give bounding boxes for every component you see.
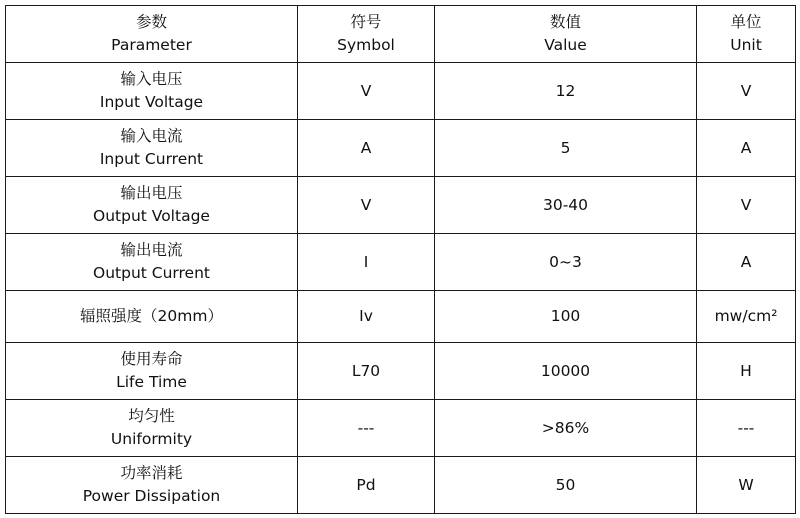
header-symbol [298,6,435,63]
unit-cell: --- [697,400,796,457]
param-cn: 功率消耗 [120,464,183,482]
header-unit-en: Unit [730,36,762,54]
param-cell [6,291,298,343]
unit-cell: A [697,234,796,291]
table-row-output-voltage [6,177,796,234]
header-parameter [6,6,298,63]
param-cn: 输入电流 [120,127,183,145]
value-cell: 5 [435,120,697,177]
unit-cell: V [697,63,796,120]
param-en: Uniformity [110,430,193,448]
symbol-cell: --- [298,400,435,457]
param-en: Output Voltage [93,207,210,225]
table-header-row [6,6,796,63]
param-cell [6,120,298,177]
value-cell: >86% [435,400,697,457]
value-cell: 50 [435,457,697,514]
header-value-cn: 数值 [549,13,581,31]
param-cell [6,63,298,120]
unit-cell: H [697,343,796,400]
table-row-power-dissipation [6,457,796,514]
symbol-cell: V [298,63,435,120]
param-cn: 输出电压 [120,184,183,202]
value-cell: 10000 [435,343,697,400]
param-en: Power Dissipation [82,487,221,505]
param-cell [6,343,298,400]
table-row-uniformity [6,400,796,457]
value-cell: 30-40 [435,177,697,234]
unit-cell: W [697,457,796,514]
unit-cell: V [697,177,796,234]
symbol-cell: L70 [298,343,435,400]
param-cn: 辐照强度（20mm） [80,307,223,325]
param-cn: 输入电压 [120,70,183,88]
value-cell: 100 [435,291,697,343]
param-cell [6,177,298,234]
header-value-en: Value [544,36,587,54]
header-unit-cn: 单位 [730,13,762,31]
table-row-irradiance [6,291,796,343]
value-cell: 12 [435,63,697,120]
param-cn: 使用寿命 [120,350,183,368]
symbol-cell: V [298,177,435,234]
table-row-input-voltage [6,63,796,120]
header-symbol-en: Symbol [337,36,395,54]
param-cn: 输出电流 [120,241,183,259]
param-en: Input Voltage [99,93,204,111]
table-row-output-current [6,234,796,291]
header-unit [697,6,796,63]
param-en: Output Current [93,264,210,282]
param-en: Input Current [99,150,204,168]
unit-cell: mw/cm² [697,291,796,343]
param-cell [6,234,298,291]
header-value [435,6,697,63]
symbol-cell: Pd [298,457,435,514]
table-row-life-time [6,343,796,400]
unit-cell: A [697,120,796,177]
param-cn: 均匀性 [128,407,175,425]
symbol-cell: A [298,120,435,177]
value-cell: 0~3 [435,234,697,291]
parameter-table [5,5,796,514]
header-parameter-en: Parameter [111,36,192,54]
param-cell [6,457,298,514]
table-row-input-current [6,120,796,177]
header-parameter-cn: 参数 [135,13,167,31]
header-symbol-cn: 符号 [350,13,382,31]
symbol-cell: Iv [298,291,435,343]
param-en: Life Time [116,373,187,391]
symbol-cell: I [298,234,435,291]
param-cell [6,400,298,457]
